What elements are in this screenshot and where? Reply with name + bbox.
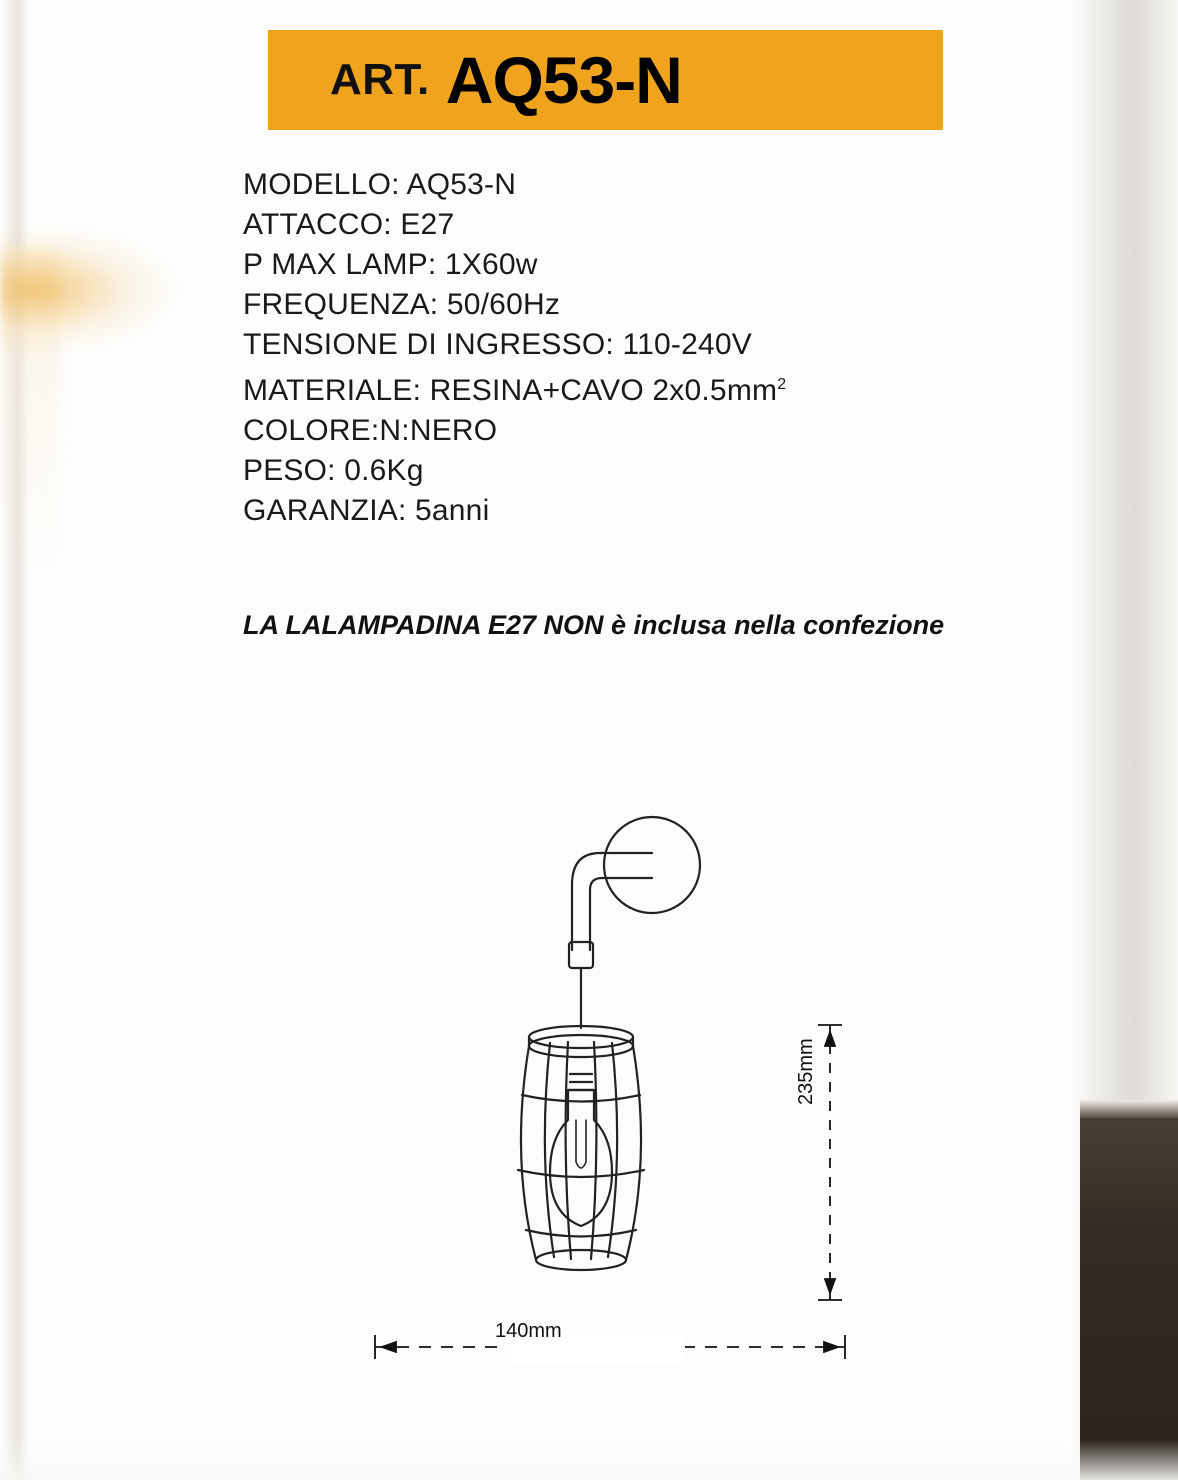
spec-item-frequenza: FREQUENZA: 50/60Hz xyxy=(243,288,561,321)
specification-list xyxy=(243,165,1003,531)
spec-item-materiale-superscript: 2 xyxy=(777,376,787,393)
spec-item-p-max-lamp: P MAX LAMP: 1X60w xyxy=(243,248,538,281)
spec-item-garanzia: GARANZIA: 5anni xyxy=(243,494,490,527)
dimension-height-label: 235mm xyxy=(795,1038,817,1105)
spec-item-tensione: TENSIONE DI INGRESSO: 110-240V xyxy=(243,328,752,361)
background-left-edge xyxy=(0,0,30,1480)
background-right-dark-block-top-edge xyxy=(1080,1100,1178,1118)
bulb-not-included-notice: LA LALAMPADINA E27 NON è inclusa nella confezione xyxy=(243,610,945,640)
article-title-banner xyxy=(268,30,943,130)
spec-item-modello: MODELLO: AQ53-N xyxy=(243,168,517,201)
spec-item-colore: COLORE:N:NERO xyxy=(243,414,498,447)
spec-item-materiale-text: MATERIALE: RESINA+CAVO 2x0.5mm xyxy=(243,374,778,407)
spec-item-materiale xyxy=(243,365,1003,411)
article-code: AQ53-N xyxy=(445,43,682,117)
spec-item-peso: PESO: 0.6Kg xyxy=(243,454,424,487)
background-right-dark-block xyxy=(1080,1118,1178,1480)
dimension-width-label: 140mm xyxy=(495,1320,562,1342)
article-prefix-label: ART. xyxy=(330,55,430,104)
spec-item-attacco: ATTACCO: E27 xyxy=(243,208,455,241)
